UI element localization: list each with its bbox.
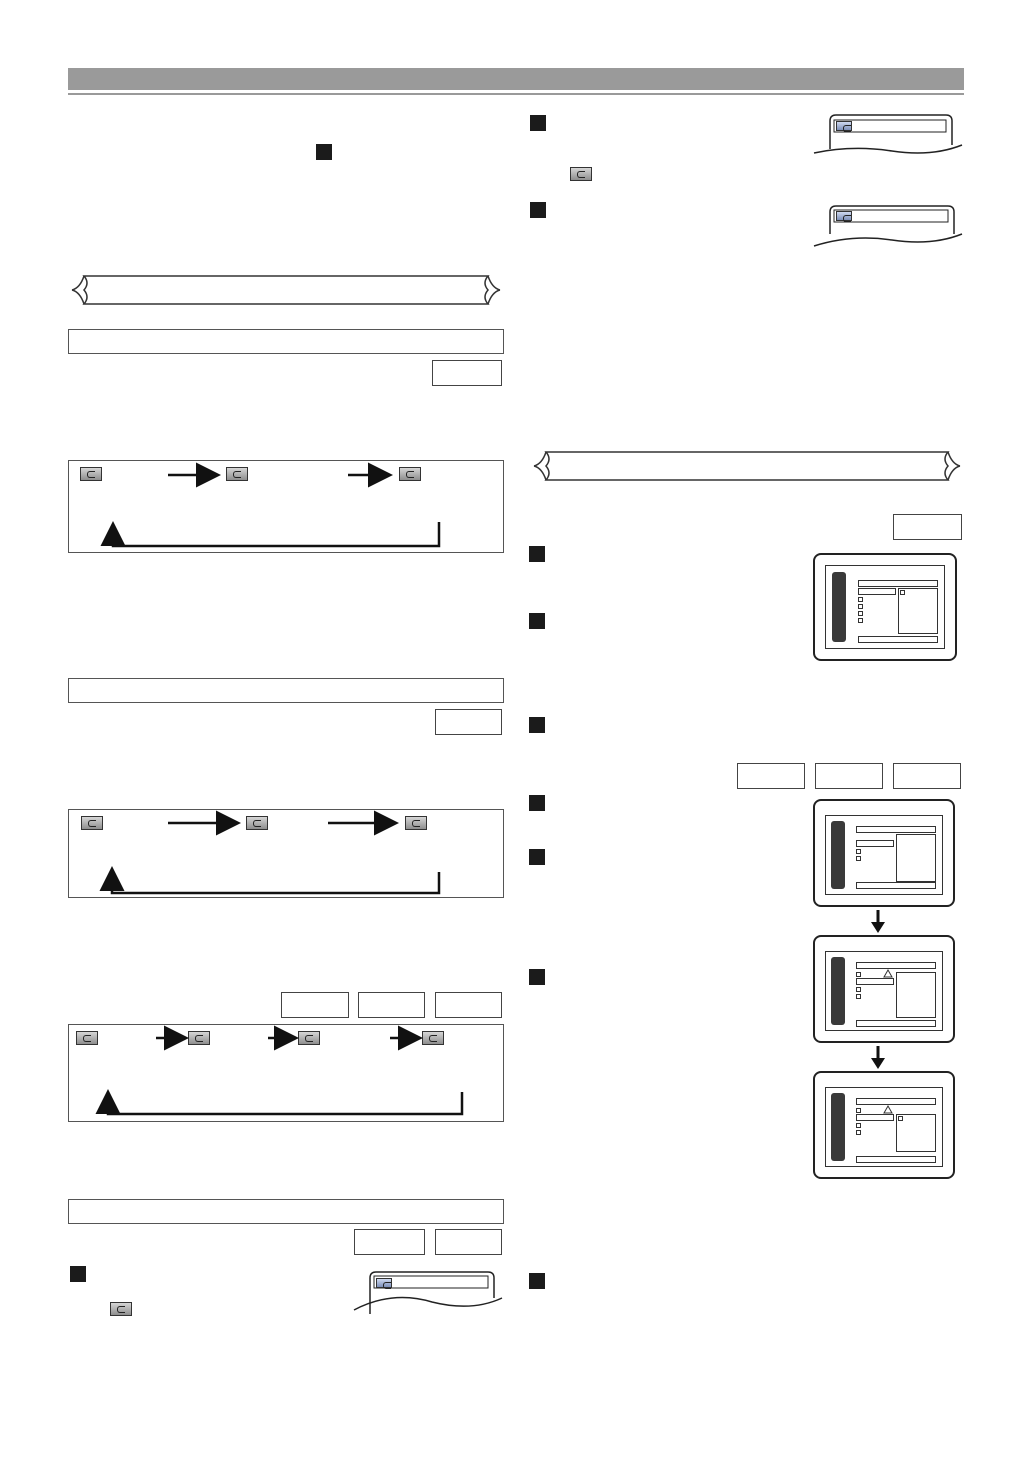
disc-type-tag [815,763,883,789]
osd-display-illustration [352,1270,504,1316]
disc-type-tag [435,1229,502,1255]
menu-item-marker [856,1130,861,1135]
repeat-arrow-icon [570,167,592,181]
header-rule [68,93,964,95]
osd-display-illustration [812,113,964,159]
disc-type-tag [435,709,502,735]
subsection-heading-box [68,329,504,354]
menu-status-bar [856,882,936,889]
osd-display-illustration [812,204,964,250]
screen-frame [825,951,943,1031]
menu-item-marker [858,604,863,609]
disc-type-tag [893,514,962,540]
step-square-icon [529,1273,545,1289]
repeat-arrow-icon [376,1278,392,1288]
menu-item [858,588,896,595]
step-square-icon [529,969,545,985]
menu-submenu-panel [896,972,936,1018]
step-square-icon [529,795,545,811]
down-arrow-icon [870,1046,886,1070]
flow-arrows [68,460,504,553]
menu-item-marker [856,1123,861,1128]
step-square-icon [530,202,546,218]
flow-arrows [68,809,504,898]
menu-item-marker [856,849,861,854]
menu-title-bar [856,962,936,969]
step-square-icon [529,849,545,865]
header-bar [68,68,964,90]
tv-screen-illustration [813,553,957,661]
remote-control-icon [831,957,845,1025]
step-square-icon [316,144,332,160]
menu-item-marker [858,597,863,602]
disc-type-tag [432,360,502,386]
tv-screen-illustration [813,799,955,907]
disc-type-tag [893,763,961,789]
remote-control-icon [831,1093,845,1161]
repeat-arrow-icon [110,1302,132,1316]
up-triangle-icon [884,970,892,977]
tv-screen-illustration [813,1071,955,1179]
menu-item-marker [898,1116,903,1121]
menu-item-marker [856,856,861,861]
screen-frame [825,815,943,895]
step-square-icon [529,546,545,562]
menu-item-marker [856,994,861,999]
menu-item [856,978,894,985]
step-square-icon [529,613,545,629]
disc-type-tag [737,763,805,789]
disc-type-tag [354,1229,425,1255]
screen-frame [825,1087,943,1167]
tv-screen-illustration [813,935,955,1043]
menu-item [856,840,894,847]
flow-arrows [68,1024,504,1122]
down-arrow-icon [870,910,886,934]
subsection-heading-box [68,1199,504,1224]
menu-status-bar [856,1020,936,1027]
menu-item-marker [856,987,861,992]
menu-submenu-panel [896,834,936,882]
remote-control-icon [831,821,845,889]
menu-title-bar [856,826,936,833]
menu-title-bar [858,580,938,587]
menu-item-marker [858,611,863,616]
screen-frame [825,565,945,649]
step-square-icon [530,115,546,131]
menu-status-bar [856,1156,936,1163]
subsection-heading-box [68,678,504,703]
disc-type-tag [358,992,425,1018]
repeat-arrow-icon [836,121,852,131]
menu-item-marker [858,618,863,623]
up-triangle-icon [884,1106,892,1113]
menu-item [856,1114,894,1121]
repeat-arrow-icon [836,211,852,221]
menu-status-bar [858,636,938,643]
remote-control-icon [832,572,846,642]
menu-item-marker [900,590,905,595]
section-banner [530,450,964,482]
menu-item-marker [856,972,861,977]
step-square-icon [70,1266,86,1282]
menu-title-bar [856,1098,936,1105]
step-square-icon [529,717,545,733]
section-banner [68,274,504,306]
disc-type-tag [435,992,502,1018]
menu-item-marker [856,1108,861,1113]
disc-type-tag [281,992,349,1018]
